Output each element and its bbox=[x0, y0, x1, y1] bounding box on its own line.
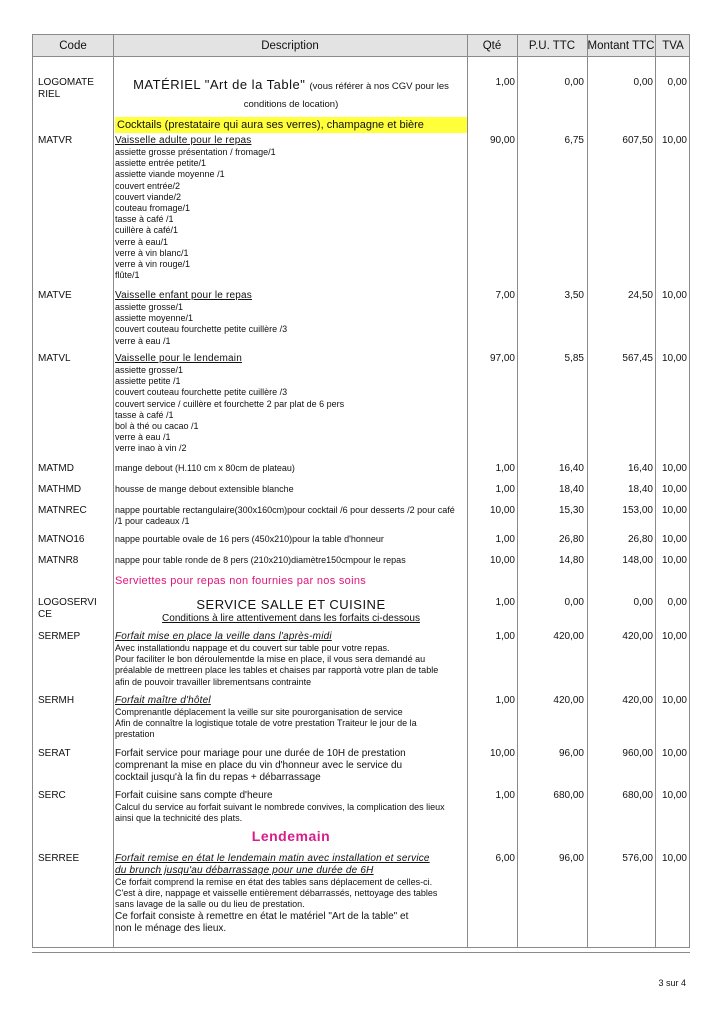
item-tva: 10,00 bbox=[661, 463, 687, 474]
item-montant: 148,00 bbox=[622, 555, 653, 566]
page-number: 3 sur 4 bbox=[658, 978, 686, 988]
detail-line: C'est à dire, nappage et vaisselle entièrement débarrassés, nettoyage des tables bbox=[115, 888, 438, 899]
item-code: MATNREC bbox=[38, 505, 87, 516]
item-montant: 420,00 bbox=[622, 631, 653, 642]
item-montant: 576,00 bbox=[622, 853, 653, 864]
item-tva: 0,00 bbox=[667, 77, 687, 88]
detail-line: Forfait service pour mariage pour une durée de 10H de prestation bbox=[115, 748, 406, 759]
column-divider bbox=[467, 35, 468, 947]
detail-line: assiette moyenne/1 bbox=[115, 313, 194, 324]
item-pu: 26,80 bbox=[558, 534, 584, 545]
section-subtitle: Conditions à lire attentivement dans les forfaits ci-dessous bbox=[162, 613, 420, 624]
section-title: MATÉRIEL "Art de la Table" bbox=[133, 77, 306, 92]
item-qte: 10,00 bbox=[489, 505, 515, 516]
detail-line: Ce forfait consiste à remettre en état le matériel "Art de la table" et bbox=[115, 910, 409, 922]
item-montant: 18,40 bbox=[627, 484, 653, 495]
item-tva: 10,00 bbox=[661, 484, 687, 495]
item-description bbox=[115, 853, 467, 935]
line-items-table bbox=[32, 34, 690, 948]
item-qte: 6,00 bbox=[495, 853, 515, 864]
item-tva: 10,00 bbox=[661, 353, 687, 364]
item-description: mange debout (H.110 cm x 80cm de plateau) bbox=[115, 463, 295, 473]
item-tva: 0,00 bbox=[667, 597, 687, 608]
item-montant: 0,00 bbox=[633, 597, 653, 608]
item-pu: 6,75 bbox=[564, 135, 584, 146]
detail-line: assiette entrée petite/1 bbox=[115, 158, 207, 169]
item-qte: 1,00 bbox=[495, 534, 515, 545]
item-description bbox=[115, 631, 467, 688]
item-tva: 10,00 bbox=[661, 290, 687, 301]
detail-line: comprenant la mise en place du vin d'honneur avec le service du bbox=[115, 760, 403, 771]
item-qte: 7,00 bbox=[495, 290, 515, 301]
col-header-montant: Montant TTC bbox=[587, 40, 655, 52]
item-montant: 607,50 bbox=[622, 135, 653, 146]
detail-line: tasse à café /1 bbox=[115, 214, 174, 225]
item-code: MATHMD bbox=[38, 484, 82, 495]
column-divider bbox=[113, 35, 114, 947]
item-description bbox=[115, 353, 467, 455]
item-qte: 1,00 bbox=[495, 77, 515, 88]
footer-rule bbox=[32, 952, 690, 953]
item-description: nappe pour table ronde de 8 pers (210x210)diamètre150cmpour le repas bbox=[115, 555, 406, 565]
item-description: nappe pourtable ovale de 16 pers (450x210)pour la table d'honneur bbox=[115, 534, 384, 544]
detail-line: couteau fromage/1 bbox=[115, 203, 191, 214]
item-montant: 16,40 bbox=[627, 463, 653, 474]
section-title: SERVICE SALLE ET CUISINE bbox=[196, 597, 386, 612]
item-pu: 420,00 bbox=[553, 631, 584, 642]
item-code: LOGOSERVI CE bbox=[38, 597, 97, 620]
item-code: MATVR bbox=[38, 135, 73, 146]
item-pu: 14,80 bbox=[558, 555, 584, 566]
section-note: (vous référer à nos CGV pour les conditions de location) bbox=[243, 81, 449, 110]
item-code: SERC bbox=[38, 790, 66, 801]
item-montant: 24,50 bbox=[627, 290, 653, 301]
column-divider bbox=[587, 35, 588, 947]
detail-line: préalable de mettreen place les tables et chaises par rapportà votre plan de table bbox=[115, 665, 439, 676]
detail-line: couvert service / cuillère et fourchette 2 par plat de 6 pers bbox=[115, 398, 345, 409]
item-montant: 0,00 bbox=[633, 77, 653, 88]
item-tva: 10,00 bbox=[661, 555, 687, 566]
section-heading: Lendemain bbox=[251, 828, 331, 844]
item-pu: 680,00 bbox=[553, 790, 584, 801]
detail-line: tasse à café /1 bbox=[115, 409, 174, 420]
detail-line: verre inao à vin /2 bbox=[115, 443, 187, 454]
detail-line: flûte/1 bbox=[115, 270, 140, 281]
item-qte: 1,00 bbox=[495, 790, 515, 801]
item-pu: 96,00 bbox=[558, 853, 584, 864]
item-tva: 10,00 bbox=[661, 534, 687, 545]
item-description bbox=[115, 77, 467, 133]
item-description: nappe pourtable rectangulaire(300x160cm)pour cocktail /6 pour desserts /2 pour café /1 pour cadeaux /1 bbox=[115, 505, 455, 527]
item-qte: 10,00 bbox=[489, 555, 515, 566]
detail-line: sans lavage de la salle ou du lieu de prestation. bbox=[115, 899, 305, 910]
item-tva: 10,00 bbox=[661, 505, 687, 516]
detail-line: assiette viande moyenne /1 bbox=[115, 169, 225, 180]
detail-line: couvert couteau fourchette petite cuillère /3 bbox=[115, 387, 288, 398]
item-qte: 10,00 bbox=[489, 748, 515, 759]
detail-line: Ce forfait comprend la remise en état des tables sans déplacement de celles-ci. bbox=[115, 877, 433, 887]
detail-line: Calcul du service au forfait suivant le nombrede convives, la complication des lieux bbox=[115, 802, 445, 812]
detail-line: Forfait cuisine sans compte d'heure bbox=[115, 790, 273, 801]
detail-line: Comprenantle déplacement la veille sur site pourorganisation de service bbox=[115, 707, 403, 717]
item-montant: 26,80 bbox=[627, 534, 653, 545]
item-montant: 153,00 bbox=[622, 505, 653, 516]
col-header-qte: Qté bbox=[482, 40, 502, 52]
column-divider bbox=[517, 35, 518, 947]
item-code: MATVE bbox=[38, 290, 72, 301]
item-qte: 1,00 bbox=[495, 631, 515, 642]
item-qte: 1,00 bbox=[495, 695, 515, 706]
detail-line: verre à eau /1 bbox=[115, 432, 171, 443]
detail-line: verre à eau /1 bbox=[115, 335, 171, 346]
item-description bbox=[115, 135, 467, 281]
detail-line: cocktail jusqu'à la fin du repas + débarrassage bbox=[115, 772, 321, 783]
item-description bbox=[115, 828, 467, 844]
col-header-code: Code bbox=[59, 40, 87, 52]
item-code: MATNO16 bbox=[38, 534, 85, 545]
item-code: SERREE bbox=[38, 853, 80, 864]
item-pu: 3,50 bbox=[564, 290, 584, 301]
detail-line: couvert couteau fourchette petite cuillère /3 bbox=[115, 324, 288, 335]
item-description: housse de mange debout extensible blanche bbox=[115, 484, 294, 494]
item-code: MATNR8 bbox=[38, 555, 79, 566]
detail-line: verre à vin rouge/1 bbox=[115, 259, 191, 270]
col-header-pu: P.U. TTC bbox=[528, 40, 576, 52]
item-qte: 1,00 bbox=[495, 597, 515, 608]
detail-line: couvert viande/2 bbox=[115, 191, 182, 202]
detail-line: ainsi que la technicité des plats. bbox=[115, 813, 243, 824]
item-code: SERAT bbox=[38, 748, 71, 759]
item-montant: 960,00 bbox=[622, 748, 653, 759]
item-pu: 18,40 bbox=[558, 484, 584, 495]
item-title: Forfait maître d'hôtel bbox=[115, 695, 211, 706]
item-code: SERMH bbox=[38, 695, 75, 706]
napkins-note: Serviettes pour repas non fournies par nos soins bbox=[115, 575, 367, 587]
detail-line: assiette grosse présentation / fromage/1 bbox=[115, 147, 276, 157]
item-description bbox=[115, 290, 467, 347]
item-description bbox=[115, 576, 467, 587]
detail-line: couvert entrée/2 bbox=[115, 180, 181, 191]
item-qte: 1,00 bbox=[495, 484, 515, 495]
item-description bbox=[115, 790, 467, 824]
detail-line: bol à thé ou cacao /1 bbox=[115, 421, 199, 432]
item-title: Forfait remise en état le lendemain matin avec installation et service bbox=[115, 853, 430, 864]
item-code: MATVL bbox=[38, 353, 71, 364]
item-tva: 10,00 bbox=[661, 790, 687, 801]
item-montant: 420,00 bbox=[622, 695, 653, 706]
item-montant: 567,45 bbox=[622, 353, 653, 364]
detail-line: assiette grosse/1 bbox=[115, 302, 184, 312]
item-pu: 96,00 bbox=[558, 748, 584, 759]
table-header bbox=[33, 35, 689, 57]
item-tva: 10,00 bbox=[661, 695, 687, 706]
item-title: Vaisselle pour le lendemain bbox=[115, 353, 242, 364]
item-pu: 5,85 bbox=[564, 353, 584, 364]
col-header-tva: TVA bbox=[662, 40, 684, 52]
item-title: Forfait mise en place la veille dans l'après-midi bbox=[115, 631, 332, 642]
detail-line: prestation bbox=[115, 729, 155, 740]
col-header-description: Description bbox=[261, 40, 319, 52]
detail-line: verre à vin blanc/1 bbox=[115, 247, 189, 258]
detail-line: afin de pouvoir travailler librementsans contrainte bbox=[115, 676, 312, 687]
item-code: SERMEP bbox=[38, 631, 81, 642]
item-pu: 420,00 bbox=[553, 695, 584, 706]
detail-line: Avec installationdu nappage et du couvert sur table pour votre repas. bbox=[115, 643, 390, 653]
detail-line: cuillère à café/1 bbox=[115, 225, 179, 236]
item-pu: 0,00 bbox=[564, 77, 584, 88]
detail-line: non le ménage des lieux. bbox=[115, 922, 227, 934]
item-tva: 10,00 bbox=[661, 135, 687, 146]
detail-line: Afin de connaître la logistique totale de votre prestation Traiteur le jour de la bbox=[115, 718, 417, 729]
item-tva: 10,00 bbox=[661, 631, 687, 642]
item-code: MATMD bbox=[38, 463, 74, 474]
item-title: Vaisselle enfant pour le repas bbox=[115, 290, 253, 301]
item-description bbox=[115, 695, 467, 741]
item-pu: 16,40 bbox=[558, 463, 584, 474]
highlighted-note: Cocktails (prestataire qui aura ses verres), champagne et bière bbox=[115, 117, 467, 133]
item-montant: 680,00 bbox=[622, 790, 653, 801]
item-title: Vaisselle adulte pour le repas bbox=[115, 135, 252, 146]
item-description bbox=[115, 748, 467, 784]
detail-line: Pour faciliter le bon déroulementde la mise en place, il vous sera demandé au bbox=[115, 654, 426, 665]
item-pu: 15,30 bbox=[558, 505, 584, 516]
item-qte: 90,00 bbox=[489, 135, 515, 146]
item-description bbox=[115, 597, 467, 624]
item-title-continued: du brunch jusqu'au débarrassage pour une durée de 6H bbox=[115, 865, 374, 876]
item-qte: 97,00 bbox=[489, 353, 515, 364]
item-tva: 10,00 bbox=[661, 853, 687, 864]
item-pu: 0,00 bbox=[564, 597, 584, 608]
detail-line: assiette petite /1 bbox=[115, 376, 181, 387]
item-qte: 1,00 bbox=[495, 463, 515, 474]
item-tva: 10,00 bbox=[661, 748, 687, 759]
detail-line: verre à eau/1 bbox=[115, 236, 169, 247]
item-code: LOGOMATE RIEL bbox=[38, 77, 94, 100]
detail-line: assiette grosse/1 bbox=[115, 365, 184, 375]
